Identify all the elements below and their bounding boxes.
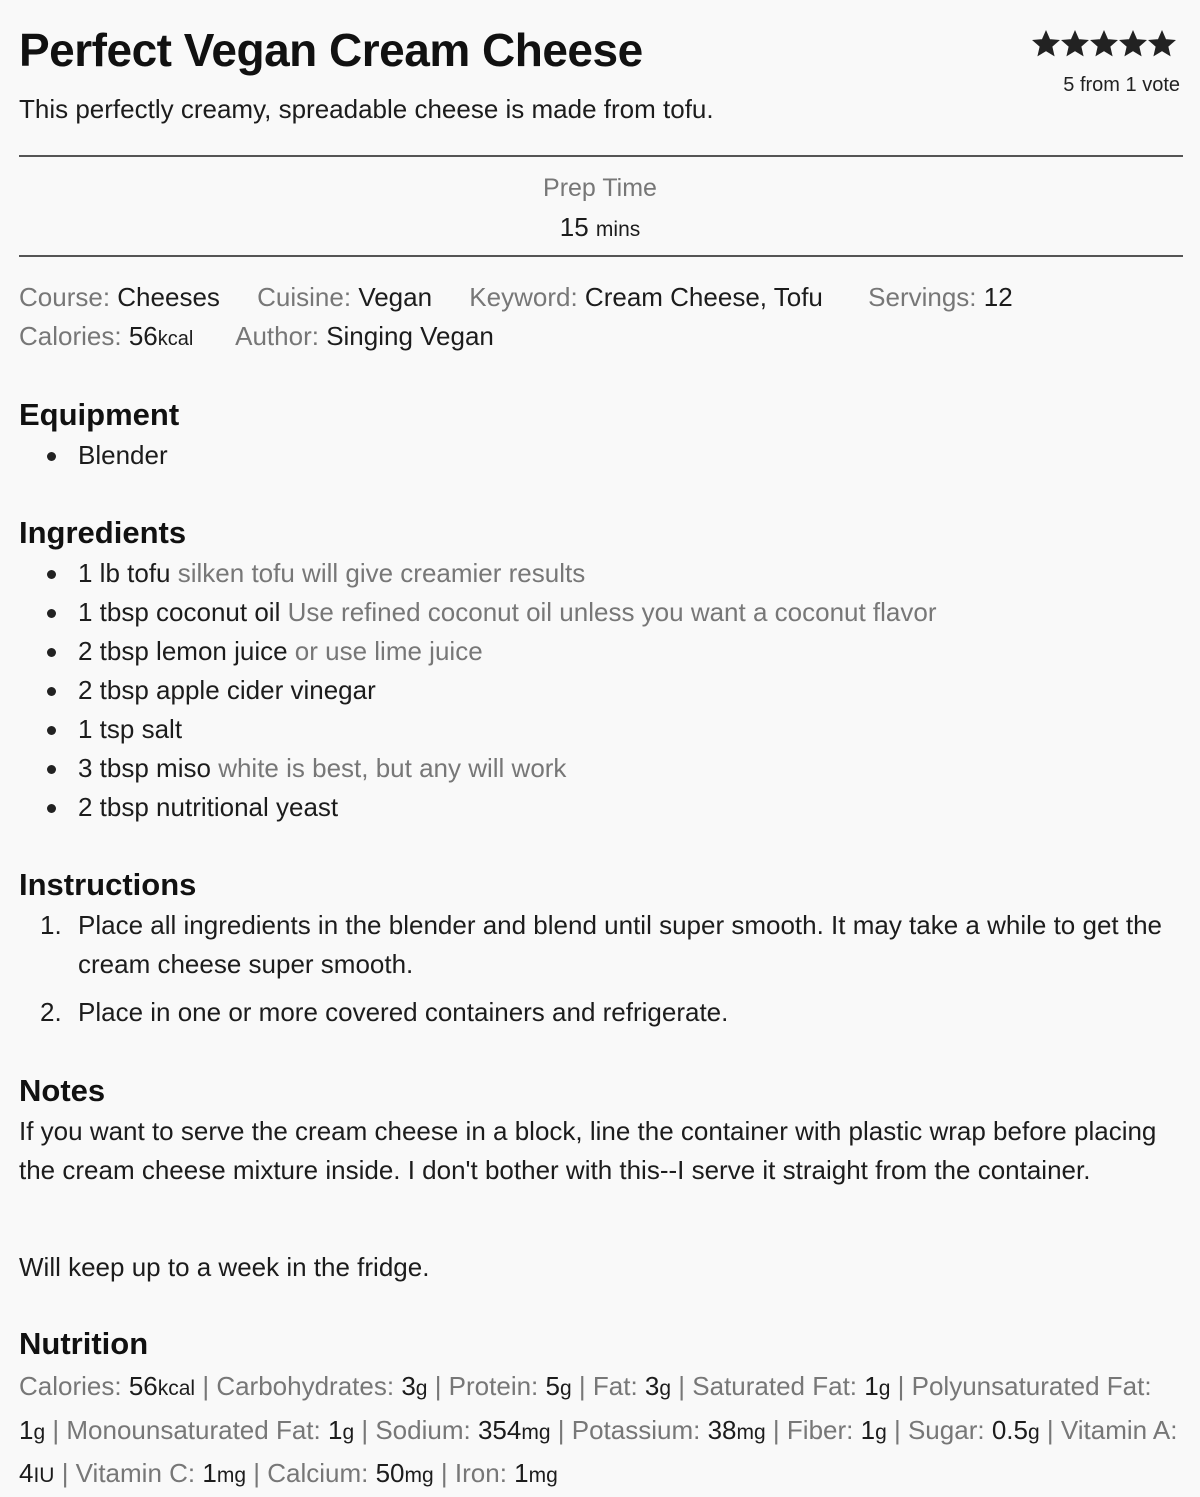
nutrition-unit: g xyxy=(559,1377,572,1400)
nutrition-unit: g xyxy=(415,1377,428,1400)
bullet-icon xyxy=(47,452,56,461)
nutrition-unit: g xyxy=(878,1377,891,1400)
nutrition-label: Carbohydrates: xyxy=(216,1371,395,1401)
rating-stars[interactable] xyxy=(1024,30,1184,58)
ingredient-amount-name: 3 tbsp miso xyxy=(78,753,211,783)
nutrition-unit: g xyxy=(659,1377,672,1400)
equipment-heading: Equipment xyxy=(19,397,180,432)
meta-row-1 xyxy=(19,280,1043,314)
nutrition-label: Iron: xyxy=(454,1458,507,1488)
course-value: Cheeses xyxy=(117,282,220,312)
keyword-value: Cream Cheese, Tofu xyxy=(584,282,823,312)
rating-text: 5 from 1 vote xyxy=(1063,74,1180,96)
nutrition-item xyxy=(593,1371,671,1401)
nutrition-value: 38 xyxy=(707,1414,737,1445)
nutrition-label: Fiber: xyxy=(786,1414,854,1445)
ingredient-amount-name: 1 tsp salt xyxy=(78,714,183,744)
ingredients-list xyxy=(0,554,937,827)
step-number: 1. xyxy=(40,910,62,940)
star-icon[interactable] xyxy=(1090,30,1118,58)
bullet-icon xyxy=(47,765,56,774)
nutrition-item xyxy=(787,1415,887,1445)
author-label: Author: xyxy=(235,321,319,351)
nutrition-value: 1 xyxy=(19,1414,34,1445)
nutrition-label: Protein: xyxy=(448,1371,539,1401)
divider-top xyxy=(19,155,1183,157)
course-label: Course: xyxy=(19,282,111,312)
prep-time-number: 15 xyxy=(559,212,589,242)
nutrition-value: 4 xyxy=(19,1458,34,1488)
nutrition-label: Vitamin C: xyxy=(75,1458,196,1488)
ingredient-item xyxy=(0,554,937,593)
bullet-icon xyxy=(47,648,56,657)
nutrition-value: 3 xyxy=(644,1371,660,1401)
calories-unit: kcal xyxy=(157,328,194,350)
ingredient-item xyxy=(0,593,937,632)
star-icon[interactable] xyxy=(1061,30,1089,58)
step-text: Place all ingredients in the blender and blend until super smooth. It may take a while to get the cream cheese super smooth. xyxy=(78,910,1162,979)
prep-time-value xyxy=(0,210,1200,247)
nutrition-unit: g xyxy=(342,1420,355,1444)
ingredient-amount-name: 1 lb tofu xyxy=(78,558,171,588)
meta-course xyxy=(19,282,220,312)
equipment-item[interactable]: Blender xyxy=(78,440,168,470)
ingredient-note: white is best, but any will work xyxy=(218,753,567,783)
nutrition-facts: Calories: 56kcal | Carbohydrates: 3g | Protein: 5g | Fat: 3g | Saturated Fat: 1g | Polyunsaturated Fat: 1g | Monounsaturated Fat: 1g | Sodium: 354mg | Potassium: 38mg | Fiber: 1g | Sugar: 0.5g | Vitamin A: 4IU | Vitamin C: 1mg | Calcium: 50mg | Iron: 1mg xyxy=(19,1371,1178,1488)
bullet-icon xyxy=(47,687,56,696)
servings-label: Servings: xyxy=(868,282,977,312)
author-value: Singing Vegan xyxy=(326,321,494,351)
meta-keyword xyxy=(469,282,823,312)
notes-paragraph: Will keep up to a week in the fridge. xyxy=(19,1252,430,1282)
ingredient-item xyxy=(0,749,937,788)
nutrition-value: 3 xyxy=(401,1371,416,1401)
nutrition-value: 56 xyxy=(128,1371,158,1401)
ingredient-item xyxy=(0,710,937,749)
meta-servings xyxy=(868,282,1013,312)
ingredient-note: silken tofu will give creamier results xyxy=(177,558,586,588)
instruction-step xyxy=(0,906,1180,984)
meta-cuisine xyxy=(257,282,432,312)
notes-paragraph: If you want to serve the cream cheese in a block, line the container with plastic wrap before placing the cream cheese mixture inside. I don't bother with this--I serve it straight from the container. xyxy=(19,1116,1157,1185)
bullet-icon xyxy=(47,609,56,618)
instruction-step xyxy=(0,993,1180,1032)
ingredient-item xyxy=(0,671,937,710)
step-text: Place in one or more covered containers and refrigerate. xyxy=(78,997,729,1027)
ingredient-item xyxy=(0,632,937,671)
ingredient-amount-name: 2 tbsp apple cider vinegar xyxy=(78,675,376,705)
nutrition-value: 50 xyxy=(375,1458,405,1488)
nutrition-unit: IU xyxy=(33,1464,55,1487)
nutrition-item xyxy=(908,1415,1040,1445)
nutrition-value: 1 xyxy=(514,1458,529,1488)
nutrition-unit: mg xyxy=(521,1420,551,1444)
rating xyxy=(1024,30,1184,98)
recipe-summary: This perfectly creamy, spreadable cheese is made from tofu. xyxy=(19,94,714,124)
meta-calories xyxy=(19,321,193,351)
bullet-icon xyxy=(47,570,56,579)
nutrition-item xyxy=(19,1371,195,1401)
nutrition-heading: Nutrition xyxy=(19,1326,149,1361)
nutrition-unit: kcal xyxy=(157,1377,196,1400)
ingredient-note: Use refined coconut oil unless you want a coconut flavor xyxy=(287,597,937,627)
nutrition-unit: mg xyxy=(404,1464,434,1487)
ingredient-note: or use lime juice xyxy=(294,636,483,666)
step-number: 2. xyxy=(40,997,62,1027)
nutrition-unit: mg xyxy=(216,1464,247,1487)
nutrition-label: Potassium: xyxy=(571,1414,701,1445)
prep-time-unit: mins xyxy=(595,218,641,241)
cuisine-value: Vegan xyxy=(358,282,433,312)
nutrition-label: Sodium: xyxy=(375,1414,471,1445)
nutrition-item xyxy=(572,1415,766,1445)
meta-author xyxy=(235,321,494,351)
nutrition-label: Vitamin A: xyxy=(1060,1414,1178,1445)
divider-bottom xyxy=(19,255,1183,257)
nutrition-label: Calcium: xyxy=(267,1458,369,1488)
nutrition-value: 0.5 xyxy=(991,1414,1028,1445)
ingredient-amount-name: 2 tbsp lemon juice xyxy=(78,636,288,666)
nutrition-unit: g xyxy=(33,1420,46,1444)
nutrition-label: Polyunsaturated Fat: xyxy=(911,1371,1152,1401)
notes-heading: Notes xyxy=(19,1073,106,1108)
nutrition-label: Fat: xyxy=(592,1371,638,1401)
nutrition-value: 5 xyxy=(545,1371,560,1401)
nutrition-item xyxy=(692,1371,890,1401)
instructions-list xyxy=(0,906,1180,1032)
bullet-icon xyxy=(47,804,56,813)
instructions-heading: Instructions xyxy=(19,867,197,902)
ingredients-heading: Ingredients xyxy=(19,515,187,550)
nutrition-item xyxy=(375,1415,550,1445)
nutrition-label: Monounsaturated Fat: xyxy=(66,1414,321,1445)
ingredient-item xyxy=(0,788,937,827)
calories-label: Calories: xyxy=(19,321,122,351)
ingredient-amount-name: 2 tbsp nutritional yeast xyxy=(78,792,339,822)
nutrition-label: Sugar: xyxy=(907,1414,985,1445)
nutrition-value: 1 xyxy=(202,1458,217,1488)
calories-value: 56 xyxy=(128,321,158,351)
star-icon[interactable] xyxy=(1119,30,1147,58)
list-item xyxy=(0,436,168,475)
keyword-label: Keyword: xyxy=(469,282,578,312)
recipe-title: Perfect Vegan Cream Cheese xyxy=(19,24,643,76)
cuisine-label: Cuisine: xyxy=(257,282,352,312)
star-icon[interactable] xyxy=(1032,30,1060,58)
nutrition-unit: mg xyxy=(736,1420,766,1444)
nutrition-item xyxy=(449,1371,572,1401)
nutrition-label: Saturated Fat: xyxy=(692,1371,858,1401)
nutrition-value: 1 xyxy=(860,1414,876,1445)
nutrition-label: Calories: xyxy=(19,1371,122,1401)
ingredient-amount-name: 1 tbsp coconut oil xyxy=(78,597,281,627)
nutrition-value: 1 xyxy=(864,1371,879,1401)
bullet-icon xyxy=(47,726,56,735)
star-icon[interactable] xyxy=(1148,30,1176,58)
meta-row-2 xyxy=(19,319,524,356)
equipment-list xyxy=(0,436,168,475)
nutrition-unit: g xyxy=(1027,1420,1040,1444)
prep-time-label: Prep Time xyxy=(543,174,657,202)
nutrition-value: 354 xyxy=(477,1414,522,1445)
servings-value[interactable]: 12 xyxy=(983,282,1013,312)
nutrition-item xyxy=(216,1371,427,1401)
nutrition-unit: mg xyxy=(528,1464,558,1487)
nutrition-value: 1 xyxy=(327,1414,343,1445)
nutrition-item xyxy=(66,1415,354,1445)
nutrition-unit: g xyxy=(875,1420,887,1444)
